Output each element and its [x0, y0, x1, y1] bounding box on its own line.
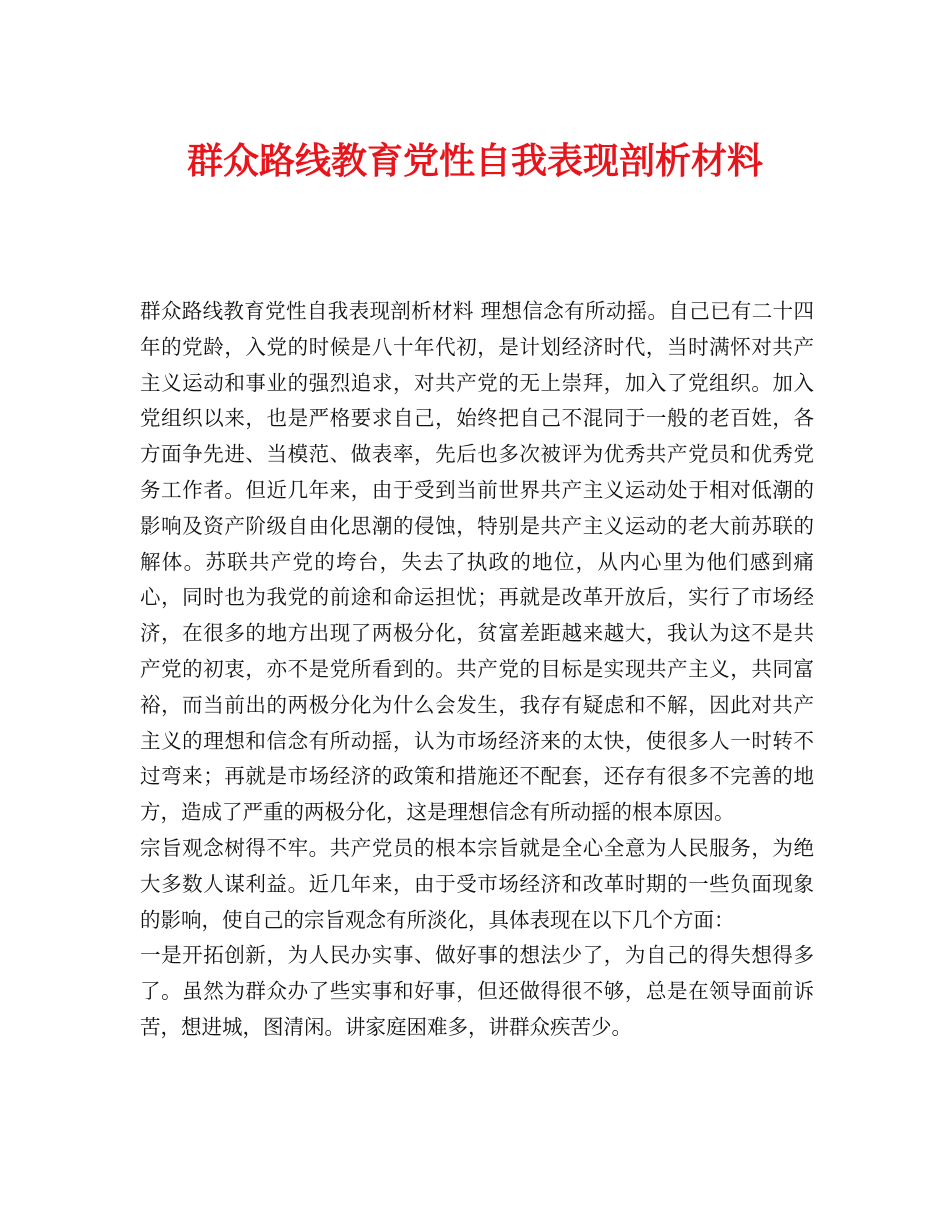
paragraph-point-one: 一是开拓创新，为人民办实事、做好事的想法少了，为自己的得失想得多了。虽然为群众办了些实事和好事，但还做得很不够，总是在领导面前诉苦，想进城，图清闲。讲家庭困难多，讲群众疾苦少。 [140, 943, 814, 1039]
paragraph-ideals-wavering: 群众路线教育党性自我表现剖析材料 理想信念有所动摇。自己已有二十四年的党龄，入党的时候是八十年代初，是计划经济时代，当时满怀对共产主义运动和事业的强烈追求，对共产党的无上崇拜，加入了党组织。加入党组织以来，也是严格要求自己，始终把自己不混同于一般的老百姓，各方面争先进、当模范、做表率，先后也多次被评为优秀共产党员和优秀党务工作者。但近几年来，由于受到当前世界共产主义运动处于相对低潮的影响及资产阶级自由化思潮的侵蚀，特别是共产主义运动的老大前苏联的解体。苏联共产党的垮台，失去了执政的地位，从内心里为他们感到痛心，同时也为我党的前途和命运担忧；再就是改革开放后，实行了市场经济，在很多的地方出现了两极分化，贫富差距越来越大，我认为这不是共产党的初衷，亦不是党所看到的。共产党的目标是实现共产主义，共同富裕，而当前出的两极分化为什么会发生，我存有疑虑和不解，因此对共产主义的理想和信念有所动摇，认为市场经济来的太快，使很多人一时转不过弯来；再就是市场经济的政策和措施还不配套，还存有很多不完善的地方，造成了严重的两极分化，这是理想信念有所动摇的根本原因。 [140, 299, 814, 825]
document-body [140, 294, 814, 1046]
document-title: 群众路线教育党性自我表现剖析材料 [186, 141, 763, 182]
paragraph-purpose-weak: 宗旨观念树得不牢。共产党员的根本宗旨就是全心全意为人民服务，为绝大多数人谋利益。近几年来，由于受市场经济和改革时期的一些负面现象的影响，使自己的宗旨观念有所淡化，具体表现在以下几个方面： [140, 835, 814, 932]
